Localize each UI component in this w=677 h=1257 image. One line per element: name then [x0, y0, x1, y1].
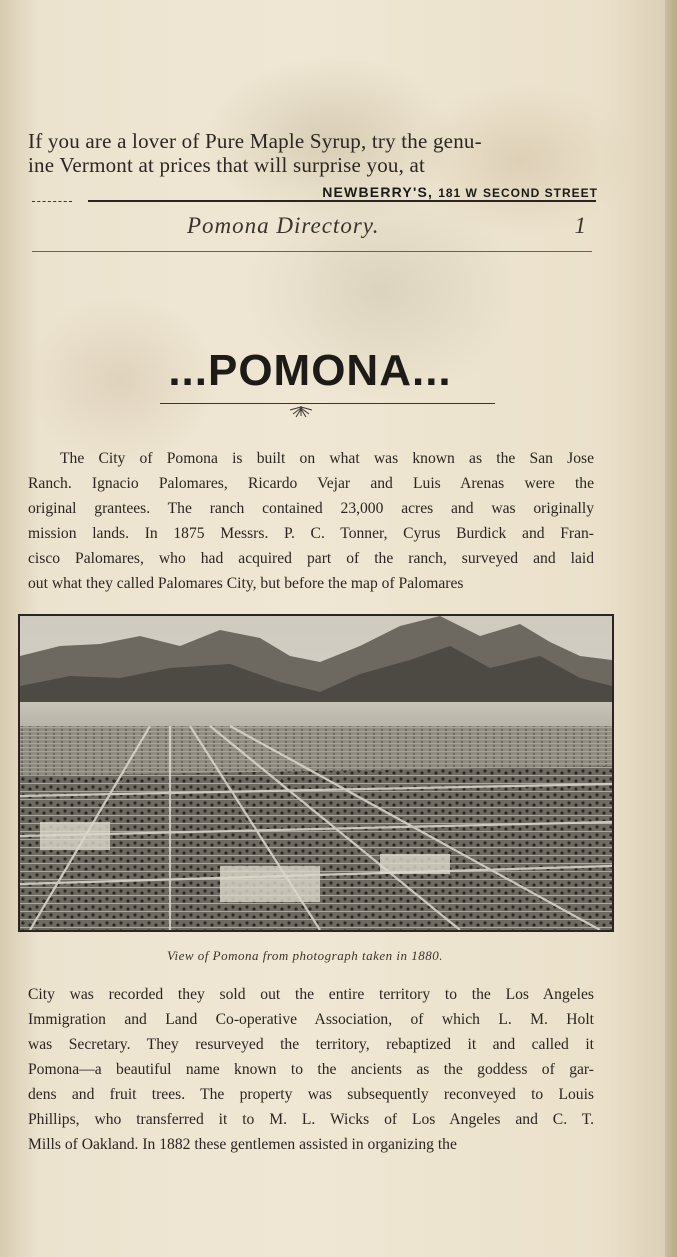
page-edge	[665, 0, 677, 1257]
ad-line-1: If you are a lover of Pure Maple Syrup, try the genu-	[28, 129, 482, 153]
ad-line-2: ine Vermont at prices that will surprise you, at	[28, 153, 426, 177]
text-line: The City of Pomona is built on what was known as the San Jose	[60, 450, 594, 467]
section-heading: ...POMONA...	[168, 346, 452, 395]
text-line: Ranch. Ignacio Palomares, Ricardo Vejar and Luis Arenas were the	[28, 475, 594, 492]
text-line: Phillips, who transferred it to M. L. Wicks of Los Angeles and C. T.	[28, 1111, 594, 1128]
running-head-title: Pomona Directory.	[187, 213, 380, 238]
pomona-view-image	[20, 616, 612, 930]
ad-rule-dashed	[32, 201, 72, 202]
text-line: mission lands. In 1875 Messrs. P. C. Tonner, Cyrus Burdick and Fran-	[28, 525, 594, 542]
ornament-icon	[286, 404, 316, 418]
pomona-engraving-illustration	[18, 614, 614, 932]
text-line: Immigration and Land Co-operative Association, of which L. M. Holt	[28, 1011, 594, 1028]
text-line: Pomona—a beautiful name known to the ancients as the goddess of gar-	[28, 1061, 594, 1078]
ad-street: SECOND STREET	[482, 186, 598, 200]
text-line: dens and fruit trees. The property was subsequently reconveyed to Louis	[28, 1086, 594, 1103]
ad-signature	[254, 184, 598, 200]
ad-business-name: NEWBERRY'S,	[322, 184, 434, 200]
text-line: original grantees. The ranch contained 23,000 acres and was originally	[28, 500, 594, 517]
text-line: Mills of Oakland. In 1882 these gentlemen assisted in organizing the	[28, 1136, 457, 1153]
text-line: City was recorded they sold out the entire territory to the Los Angeles	[28, 986, 594, 1003]
maple-syrup-advertisement	[28, 128, 598, 200]
ad-rule	[88, 200, 596, 202]
illustration-caption: View of Pomona from photograph taken in 1880.	[167, 948, 443, 963]
running-head	[32, 213, 592, 249]
paragraph-2	[28, 982, 594, 1157]
page-number: 1	[574, 213, 586, 238]
text-line: was Secretary. They resurveyed the territory, rebaptized it and called it	[28, 1036, 594, 1053]
heading-rule	[160, 403, 495, 404]
text-line: cisco Palomares, who had acquired part of the ranch, surveyed and laid	[28, 550, 594, 567]
running-head-rule	[32, 251, 592, 252]
paragraph-1	[28, 446, 594, 596]
ad-address-number: 181 W	[438, 186, 478, 200]
text-line: out what they called Palomares City, but before the map of Palomares	[28, 575, 464, 592]
